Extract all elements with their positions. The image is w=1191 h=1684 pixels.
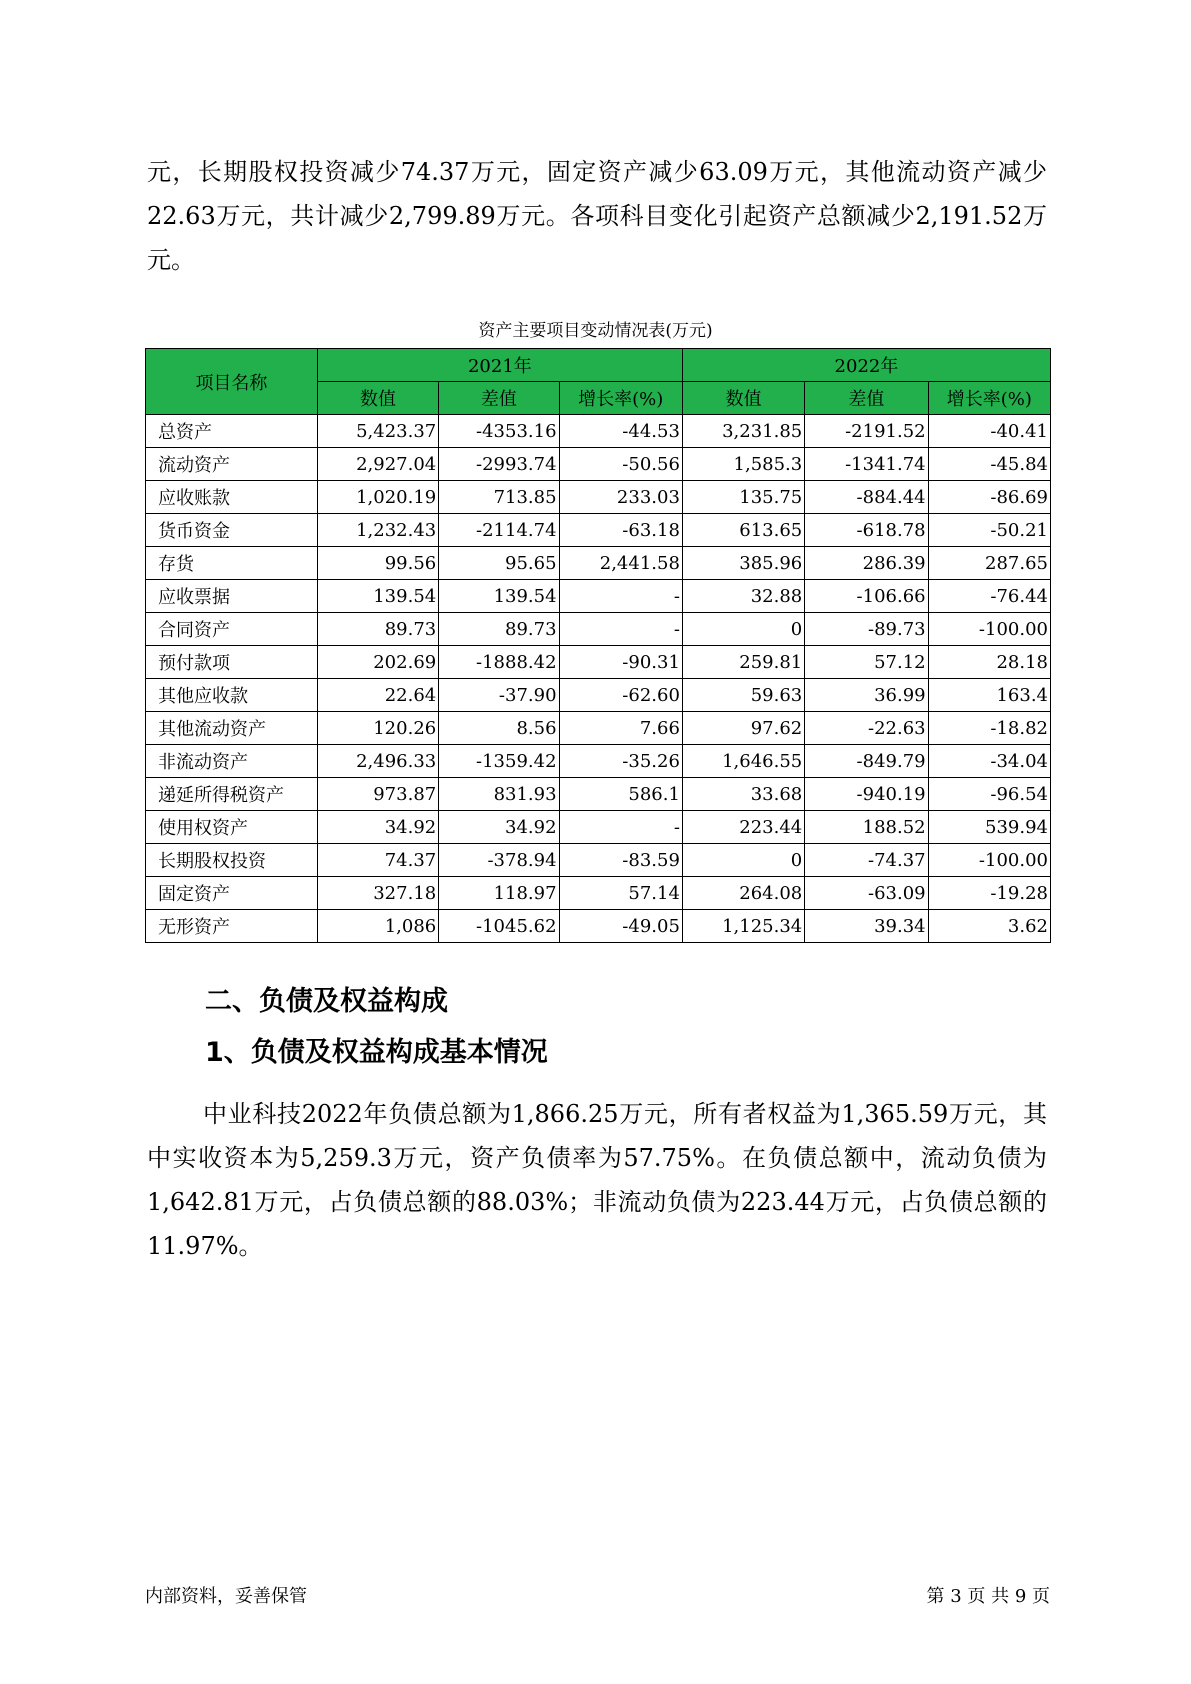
table-cell: 28.18 — [928, 646, 1050, 679]
table-cell: 34.92 — [317, 811, 438, 844]
table-cell: -50.21 — [928, 514, 1050, 547]
table-cell: 89.73 — [317, 613, 438, 646]
table-row — [146, 745, 1051, 778]
section-heading: 二、负债及权益构成 — [205, 986, 448, 1017]
table-cell: -44.53 — [559, 415, 682, 448]
table-cell: -849.79 — [805, 745, 928, 778]
table-cell: 3.62 — [928, 910, 1050, 943]
table-row — [146, 481, 1051, 514]
sub-header: 数值 — [682, 382, 804, 415]
table-cell: 97.62 — [682, 712, 804, 745]
row-label: 无形资产 — [146, 910, 318, 943]
row-label: 总资产 — [146, 415, 318, 448]
sub-header: 差值 — [805, 382, 928, 415]
sub-header: 增长率(%) — [559, 382, 682, 415]
table-cell: -100.00 — [928, 613, 1050, 646]
sub-header: 增长率(%) — [928, 382, 1050, 415]
table-cell: -63.09 — [805, 877, 928, 910]
table-cell: 7.66 — [559, 712, 682, 745]
table-row — [146, 877, 1051, 910]
table-cell: 74.37 — [317, 844, 438, 877]
table-cell: 1,125.34 — [682, 910, 804, 943]
table-cell: - — [559, 811, 682, 844]
table-row — [146, 679, 1051, 712]
table-cell: -34.04 — [928, 745, 1050, 778]
table-cell: 223.44 — [682, 811, 804, 844]
table-cell: 32.88 — [682, 580, 804, 613]
sub-header: 数值 — [317, 382, 438, 415]
table-row — [146, 646, 1051, 679]
table-cell: -62.60 — [559, 679, 682, 712]
table-cell: 135.75 — [682, 481, 804, 514]
table-cell: -378.94 — [439, 844, 559, 877]
table-caption: 资产主要项目变动情况表(万元) — [478, 321, 713, 341]
table-cell: -106.66 — [805, 580, 928, 613]
table-cell: -89.73 — [805, 613, 928, 646]
table-cell: 233.03 — [559, 481, 682, 514]
footer-page-number: 第 3 页 共 9 页 — [926, 1586, 1050, 1607]
table-cell: -2993.74 — [439, 448, 559, 481]
row-label: 其他应收款 — [146, 679, 318, 712]
table-cell: 2,441.58 — [559, 547, 682, 580]
subsection-heading: 1、负债及权益构成基本情况 — [205, 1037, 548, 1068]
table-cell: -2114.74 — [439, 514, 559, 547]
table-cell: 202.69 — [317, 646, 438, 679]
table-row — [146, 547, 1051, 580]
table-row — [146, 778, 1051, 811]
table-cell: -76.44 — [928, 580, 1050, 613]
table-cell: 8.56 — [439, 712, 559, 745]
table-cell: 57.12 — [805, 646, 928, 679]
table-cell: -1888.42 — [439, 646, 559, 679]
table-cell: -2191.52 — [805, 415, 928, 448]
table-cell: -90.31 — [559, 646, 682, 679]
asset-changes-table — [145, 348, 1051, 943]
table-body — [146, 415, 1051, 943]
table-cell: 286.39 — [805, 547, 928, 580]
row-label: 应收账款 — [146, 481, 318, 514]
table-row — [146, 844, 1051, 877]
table-row — [146, 613, 1051, 646]
table-cell: 118.97 — [439, 877, 559, 910]
table-cell: -100.00 — [928, 844, 1050, 877]
body-paragraph: 中业科技2022年负债总额为1,866.25万元，所有者权益为1,365.59万元，其中实收资本为5,259.3万元，资产负债率为57.75%。在负债总额中，流动负债为1,642.81万元，占负债总额的88.03%；非流动负债为223.44万元，占负债总额的11.97%。 — [147, 1100, 1047, 1260]
table-cell: 39.34 — [805, 910, 928, 943]
table-cell: -50.56 — [559, 448, 682, 481]
year-header-2021: 2021年 — [317, 349, 682, 382]
table-cell: -1359.42 — [439, 745, 559, 778]
table-cell: -74.37 — [805, 844, 928, 877]
table-cell: -45.84 — [928, 448, 1050, 481]
table-cell: 0 — [682, 844, 804, 877]
table-cell: 264.08 — [682, 877, 804, 910]
table-cell: -19.28 — [928, 877, 1050, 910]
table-cell: 33.68 — [682, 778, 804, 811]
row-label: 长期股权投资 — [146, 844, 318, 877]
table-cell: - — [559, 580, 682, 613]
table-cell: 59.63 — [682, 679, 804, 712]
table-cell: 539.94 — [928, 811, 1050, 844]
table-cell: 1,646.55 — [682, 745, 804, 778]
table-cell: -4353.16 — [439, 415, 559, 448]
table-cell: 2,927.04 — [317, 448, 438, 481]
row-label: 固定资产 — [146, 877, 318, 910]
table-cell: 1,585.3 — [682, 448, 804, 481]
table-cell: -40.41 — [928, 415, 1050, 448]
table-cell: -22.63 — [805, 712, 928, 745]
table-cell: 139.54 — [317, 580, 438, 613]
footer-confidential-note: 内部资料，妥善保管 — [145, 1586, 307, 1607]
table-cell: 139.54 — [439, 580, 559, 613]
table-cell: -49.05 — [559, 910, 682, 943]
table-cell: -940.19 — [805, 778, 928, 811]
table-cell: -884.44 — [805, 481, 928, 514]
table-cell: 3,231.85 — [682, 415, 804, 448]
row-label: 递延所得税资产 — [146, 778, 318, 811]
table-cell: 95.65 — [439, 547, 559, 580]
table-cell: 385.96 — [682, 547, 804, 580]
table-cell: 120.26 — [317, 712, 438, 745]
table-cell: 0 — [682, 613, 804, 646]
table-cell: -1341.74 — [805, 448, 928, 481]
table-row — [146, 514, 1051, 547]
table-cell: -63.18 — [559, 514, 682, 547]
table-cell: -18.82 — [928, 712, 1050, 745]
row-label: 其他流动资产 — [146, 712, 318, 745]
table-row — [146, 415, 1051, 448]
table-cell: 973.87 — [317, 778, 438, 811]
table-cell: - — [559, 613, 682, 646]
table-cell: 259.81 — [682, 646, 804, 679]
table-cell: -618.78 — [805, 514, 928, 547]
row-label: 存货 — [146, 547, 318, 580]
table-cell: -83.59 — [559, 844, 682, 877]
table-cell: 287.65 — [928, 547, 1050, 580]
row-label: 应收票据 — [146, 580, 318, 613]
table-cell: 188.52 — [805, 811, 928, 844]
table-cell: 831.93 — [439, 778, 559, 811]
table-cell: 1,232.43 — [317, 514, 438, 547]
table-row — [146, 910, 1051, 943]
table-cell: 2,496.33 — [317, 745, 438, 778]
table-cell: 36.99 — [805, 679, 928, 712]
row-label: 预付款项 — [146, 646, 318, 679]
table-row — [146, 448, 1051, 481]
table-cell: 163.4 — [928, 679, 1050, 712]
table-cell: 5,423.37 — [317, 415, 438, 448]
row-label: 非流动资产 — [146, 745, 318, 778]
row-label: 货币资金 — [146, 514, 318, 547]
table-cell: 22.64 — [317, 679, 438, 712]
item-name-header: 项目名称 — [146, 349, 318, 415]
intro-paragraph: 元，长期股权投资减少74.37万元，固定资产减少63.09万元，其他流动资产减少22.63万元，共计减少2,799.89万元。各项科目变化引起资产总额减少2,191.52万元。 — [147, 158, 1047, 274]
table-cell: -86.69 — [928, 481, 1050, 514]
table-cell: 57.14 — [559, 877, 682, 910]
table-cell: 1,086 — [317, 910, 438, 943]
table-cell: -1045.62 — [439, 910, 559, 943]
row-label: 合同资产 — [146, 613, 318, 646]
year-header-2022: 2022年 — [682, 349, 1050, 382]
sub-header: 差值 — [439, 382, 559, 415]
table-cell: 586.1 — [559, 778, 682, 811]
table-row — [146, 580, 1051, 613]
table-cell: 327.18 — [317, 877, 438, 910]
table-cell: 713.85 — [439, 481, 559, 514]
table-cell: 613.65 — [682, 514, 804, 547]
table-row — [146, 811, 1051, 844]
row-label: 流动资产 — [146, 448, 318, 481]
table-cell: 89.73 — [439, 613, 559, 646]
table-cell: 1,020.19 — [317, 481, 438, 514]
table-row — [146, 712, 1051, 745]
row-label: 使用权资产 — [146, 811, 318, 844]
table-cell: -35.26 — [559, 745, 682, 778]
table-cell: 34.92 — [439, 811, 559, 844]
table-cell: -96.54 — [928, 778, 1050, 811]
table-cell: -37.90 — [439, 679, 559, 712]
table-cell: 99.56 — [317, 547, 438, 580]
